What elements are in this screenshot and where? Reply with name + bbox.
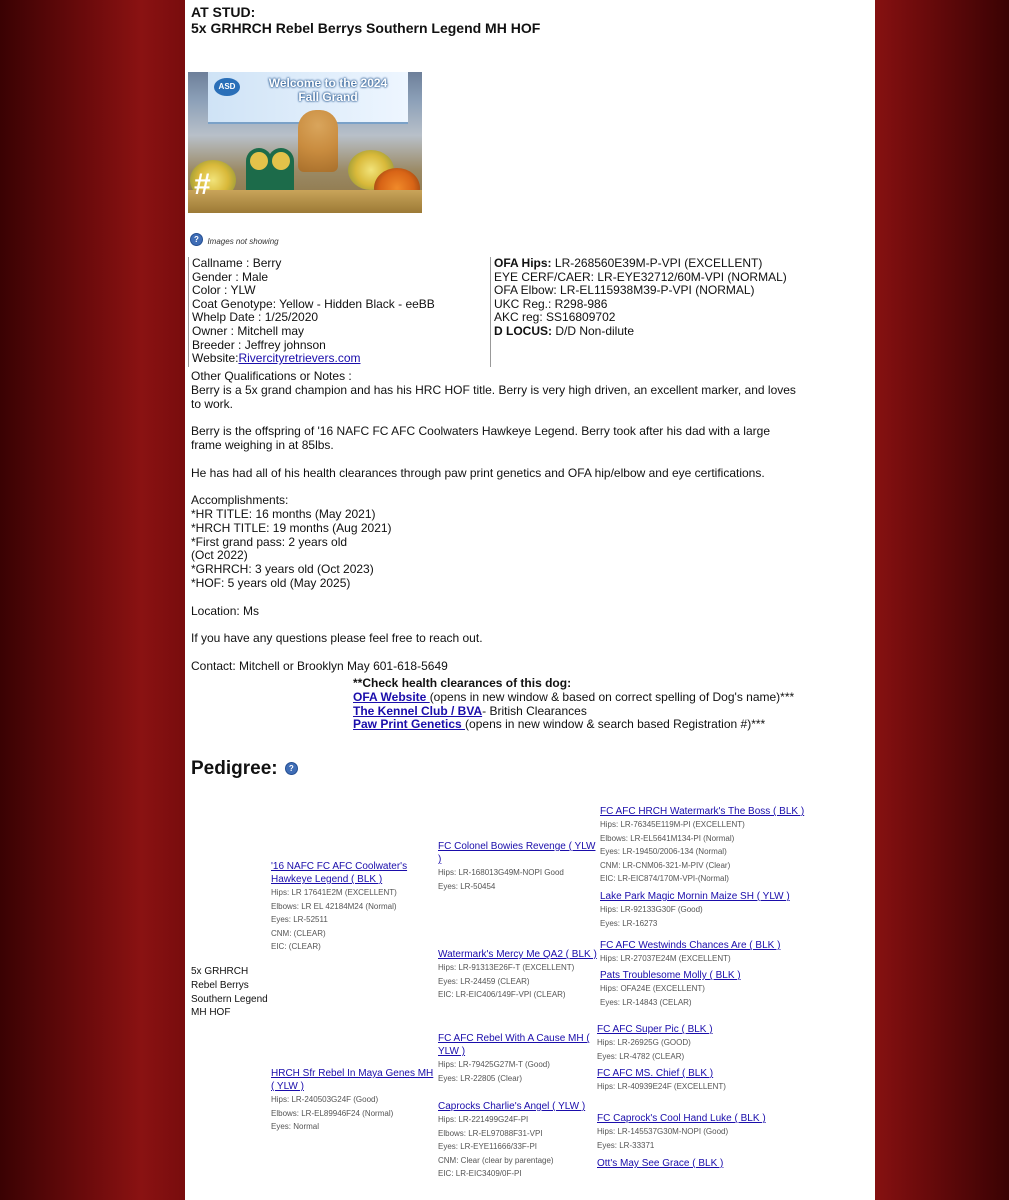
pedigree-ddd: [597, 1157, 827, 1170]
pedigree-sdd: [600, 969, 830, 1009]
pedigree-dsd: [597, 1067, 827, 1094]
clearance: Hips: LR-221499G24F-PI: [438, 1115, 529, 1124]
clearance: Eyes: LR-22805 (Clear): [438, 1073, 523, 1083]
images-help[interactable]: [190, 231, 279, 249]
owner: Owner : Mitchell may: [192, 323, 305, 338]
clearance: Hips: LR-26925G (GOOD): [597, 1038, 691, 1047]
pedigree-sire-sire: [438, 840, 596, 893]
coat-genotype: Coat Genotype: Yellow - Hidden Black - eeBB: [192, 296, 435, 311]
health-clearances: [353, 677, 823, 732]
clearance: Elbows: LR-EL89946F24 (Normal): [271, 1108, 394, 1118]
clearance: Hips: LR-92133G30F (Good): [600, 905, 703, 914]
ss-name[interactable]: FC Colonel Bowies Revenge ( YLW ): [438, 841, 596, 865]
clearance: Eyes: LR-50454: [438, 881, 496, 891]
d-locus: [494, 325, 794, 339]
clearance: Eyes: LR-14843 (CELAR): [600, 997, 692, 1007]
clearance: Eyes: LR-24459 (CLEAR): [438, 976, 530, 986]
color: Color : YLW: [192, 283, 256, 298]
ofa-hips-label: OFA Hips:: [494, 256, 552, 270]
clearance: Hips: LR-91313E26F-T (EXCELLENT): [438, 963, 575, 972]
pedigree-root: 5x GRHRCH Rebel Berrys Southern Legend MH HOF: [191, 966, 268, 1019]
clearance: CNM: (CLEAR): [271, 928, 326, 938]
pedigree-dam: [271, 1067, 435, 1134]
clearance: Elbows: LR-EL97088F31-VPI: [438, 1128, 543, 1138]
dog-photo[interactable]: [188, 72, 422, 213]
details-left: [188, 257, 488, 367]
clearance: EIC: (CLEAR): [271, 942, 321, 952]
clearance: Eyes: Normal: [271, 1122, 320, 1132]
dog-figure: [298, 110, 338, 172]
page-content: [185, 0, 875, 1200]
eye-cerf: EYE CERF/CAER: LR-EYE32712/60M-VPI (NORMAL): [494, 269, 787, 284]
pedigree-sss: [600, 805, 830, 886]
ofa-website-link[interactable]: OFA Website: [353, 689, 430, 704]
ddd-name[interactable]: Ott's May See Grace ( BLK ): [597, 1158, 724, 1169]
clearance: Hips: LR-76345E119M-PI (EXCELLENT): [600, 820, 745, 829]
website-link[interactable]: Rivercityretrievers.com: [238, 351, 361, 366]
clearance: Hips: OFA24E (EXCELLENT): [600, 984, 705, 993]
d-locus-value: D/D Non-dilute: [552, 323, 635, 338]
sd-name[interactable]: Watermark's Mercy Me QA2 ( BLK ): [438, 949, 597, 960]
clearance: Eyes: LR-33371: [597, 1140, 655, 1150]
help-icon[interactable]: ?: [190, 233, 203, 246]
website-label: Website:: [192, 351, 239, 366]
ds-name[interactable]: FC AFC Rebel With A Cause MH ( YLW ): [438, 1033, 590, 1057]
dss-name[interactable]: FC AFC Super Pic ( BLK ): [597, 1024, 713, 1035]
dds-name[interactable]: FC Caprock's Cool Hand Luke ( BLK ): [597, 1113, 766, 1124]
clearance: Eyes: LR-19450/2006-134 (Normal): [600, 847, 727, 857]
clearance: Hips: LR-40939E24F (EXCELLENT): [597, 1082, 726, 1091]
callname: Callname : Berry: [192, 256, 282, 270]
clearance: Elbows: LR-EL5641M134-PI (Normal): [600, 833, 735, 843]
pedigree-dss: [597, 1023, 827, 1063]
sire-name[interactable]: '16 NAFC FC AFC Coolwater's Hawkeye Legend ( BLK ): [271, 861, 408, 885]
pedigree-title: [191, 758, 298, 780]
sds-name[interactable]: FC AFC Westwinds Chances Are ( BLK ): [600, 940, 781, 951]
ofa-hips: [494, 257, 794, 271]
breeder: Breeder : Jeffrey johnson: [192, 337, 326, 352]
clearance: Eyes: LR-52511: [271, 915, 328, 925]
pedigree-help-icon[interactable]: ?: [285, 762, 298, 775]
ukc-reg: UKC Reg.: R298-986: [494, 296, 608, 311]
health-title: **Check health clearances of this dog:: [353, 676, 572, 690]
paw-print-note: (opens in new window & search based Registration #)***: [465, 717, 766, 732]
clearance: CNM: LR-CNM06-321-M-PIV (Clear): [600, 860, 731, 870]
clearance: Eyes: LR-EYE11666/33F-PI: [438, 1142, 538, 1152]
images-not-showing: Images not showing: [207, 237, 279, 246]
dsd-name[interactable]: FC AFC MS. Chief ( BLK ): [597, 1068, 714, 1079]
pedigree-label: Pedigree:: [191, 758, 278, 779]
clearance: Eyes: LR-4782 (CLEAR): [597, 1051, 685, 1061]
clearance: EIC: LR-EIC874/170M-VPI-(Normal): [600, 874, 729, 884]
dam-name[interactable]: HRCH Sfr Rebel In Maya Genes MH ( YLW ): [271, 1068, 434, 1092]
banner-text: Welcome to the 2024 Fall Grand: [268, 76, 388, 104]
pedigree-sire-dam: [438, 948, 598, 1002]
pedigree-dam-dam: [438, 1100, 598, 1181]
notes-block: Other Qualifications or Notes : Berry is a 5x grand champion and has his HRC HOF title. Berry is very high driven, an excellent marker, and loves to work. Berry is the offspring of '16 NAFC FC AFC Coolwaters Hawkeye Legend. Berry took after his dad with a large frame weighing in at 85lbs. He has had all of his health clearances through paw print genetics and OFA hip/elbow and eye certifications. Accomplishments: *HR TITLE: 16 months (May 2021) *HRCH TITLE: 19 months (Aug 2021) *First grand pass: 2 years old (Oct 2022) *GRHRCH: 3 years old (Oct 2023) *HOF: 5 years old (May 2025) Location: Ms If you have any questions please feel free to reach out. Contact: Mitchell or Brooklyn May 601-618-5649: [191, 369, 796, 673]
clearance: Eyes: LR-16273: [600, 918, 658, 928]
pedigree-sire: [271, 860, 435, 954]
clearance: EIC: LR-EIC3409/0F-PI: [438, 1169, 522, 1179]
dd-name[interactable]: Caprocks Charlie's Angel ( YLW ): [438, 1101, 586, 1112]
paw-print-link[interactable]: Paw Print Genetics: [353, 717, 466, 732]
details-right: [490, 257, 794, 367]
d-locus-label: D LOCUS:: [494, 323, 552, 338]
ofa-hips-value: LR-268560E39M-P-VPI (EXCELLENT): [551, 256, 763, 270]
ofa-note: (opens in new window & based on correct spelling of Dog's name)***: [429, 689, 795, 704]
clearance: Elbows: LR EL 42184M24 (Normal): [271, 901, 397, 911]
fence-icon: #: [194, 168, 211, 201]
whelp-date: Whelp Date : 1/25/2020: [192, 310, 319, 325]
website-row: [192, 352, 488, 366]
clearance: Hips: LR 17641E2M (EXCELLENT): [271, 888, 397, 897]
ssd-name[interactable]: Lake Park Magic Mornin Maize SH ( YLW ): [600, 891, 790, 902]
clearance: Hips: LR-27037E24M (EXCELLENT): [600, 954, 731, 963]
clearance: CNM: Clear (clear by parentage): [438, 1155, 554, 1165]
clearance: Hips: LR-79425G27M-T (Good): [438, 1060, 550, 1069]
kennel-club-link[interactable]: The Kennel Club / BVA: [353, 703, 483, 718]
ofa-elbow: OFA Elbow: LR-EL115938M39-P-VPI (NORMAL): [494, 283, 755, 298]
pedigree-sds: [600, 939, 830, 966]
clearance: EIC: LR-EIC406/149F-VPI (CLEAR): [438, 990, 566, 1000]
dog-title: 5x GRHRCH Rebel Berrys Southern Legend MH HOF: [191, 20, 541, 36]
clearance: Hips: LR-145537G30M-NOPI (Good): [597, 1127, 729, 1136]
akc-reg: AKC reg: SS16809702: [494, 310, 616, 325]
sss-name[interactable]: FC AFC HRCH Watermark's The Boss ( BLK ): [600, 806, 805, 817]
event-logo: ASD: [214, 78, 240, 96]
clearance: Hips: LR-240503G24F (Good): [271, 1095, 379, 1104]
stud-label: AT STUD:: [191, 4, 256, 20]
pedigree-ssd: [600, 890, 830, 930]
stud-header: [191, 4, 540, 36]
pedigree-dam-sire: [438, 1032, 594, 1085]
clearance: Hips: LR-168013G49M-NOPI Good: [438, 868, 564, 877]
sdd-name[interactable]: Pats Troublesome Molly ( BLK ): [600, 970, 741, 981]
pedigree-dds: [597, 1112, 827, 1152]
gender: Gender : Male: [192, 269, 269, 284]
kennel-club-note: - British Clearances: [482, 703, 587, 718]
